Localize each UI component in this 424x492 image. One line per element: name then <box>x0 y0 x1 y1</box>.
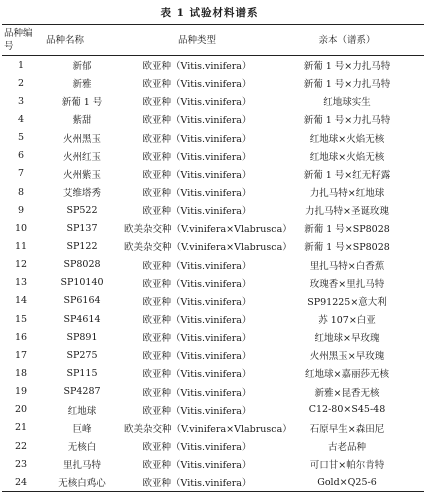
cell-parentage: 新葡 1 号×力扎马特 <box>303 79 391 91</box>
cell-variety-number: 10 <box>14 222 28 234</box>
cell-variety-type: 欧亚种（Vitis.vinifera） <box>142 351 252 363</box>
table-row <box>2 383 424 401</box>
cell-variety-type: 欧亚种（Vitis.vinifera） <box>142 369 252 381</box>
cell-variety-type: 欧亚种（Vitis.vinifera） <box>142 315 252 327</box>
cell-parentage: 新葡 1 号×红无籽露 <box>303 169 391 181</box>
cell-variety-number: 2 <box>17 77 25 89</box>
cell-variety-name: SP137 <box>66 222 98 234</box>
cell-variety-number: 11 <box>14 240 28 252</box>
cell-parentage: 火州黑玉×早玫瑰 <box>309 351 385 363</box>
cell-variety-number: 9 <box>17 204 25 216</box>
table-row <box>2 237 424 255</box>
cell-parentage: 玫瑰香×里扎马特 <box>309 278 385 290</box>
cell-variety-type: 欧亚种（Vitis.vinifera） <box>142 296 252 308</box>
header-variety-number: 品种编号 <box>2 25 40 56</box>
cell-variety-name: 里扎马特 <box>62 460 101 472</box>
table-header-row <box>2 25 424 56</box>
cell-variety-type: 欧美杂交种（V.vinifera×Vlabrusca） <box>124 224 292 236</box>
table-row <box>2 401 424 419</box>
cell-parentage: 新葡 1 号×SP8028 <box>304 224 390 236</box>
cell-parentage: 苏 107×白亚 <box>318 315 376 327</box>
cell-parentage: C12-80×S45-48 <box>308 404 386 416</box>
table-row <box>2 346 424 364</box>
cell-variety-type: 欧亚种（Vitis.vinifera） <box>142 79 252 91</box>
table-row <box>2 274 424 292</box>
cell-variety-type: 欧亚种（Vitis.vinifera） <box>142 115 252 127</box>
table-row <box>2 473 424 492</box>
table-row <box>2 110 424 128</box>
cell-variety-name: SP4614 <box>63 313 101 325</box>
table-row <box>2 92 424 110</box>
cell-variety-number: 23 <box>14 458 28 470</box>
cell-variety-name: SP8028 <box>63 259 101 271</box>
table-row <box>2 256 424 274</box>
cell-variety-name: 巨峰 <box>72 423 92 435</box>
cell-variety-number: 8 <box>17 186 25 198</box>
cell-variety-number: 6 <box>17 150 25 162</box>
cell-variety-type: 欧亚种（Vitis.vinifera） <box>142 133 252 145</box>
cell-variety-number: 16 <box>14 331 28 343</box>
table-row <box>2 201 424 219</box>
cell-variety-type: 欧亚种（Vitis.vinifera） <box>142 151 252 163</box>
cell-parentage: 里扎马特×白香蕉 <box>309 260 385 272</box>
cell-parentage: 力扎马特×圣诞玫瑰 <box>305 206 389 218</box>
table-caption: 表 1 试验材料谱系 <box>160 7 259 19</box>
table-row <box>2 419 424 437</box>
cell-variety-name: SP891 <box>66 331 98 343</box>
header-parentage: 亲本（谱系） <box>270 25 424 56</box>
cell-variety-type: 欧亚种（Vitis.vinifera） <box>142 333 252 345</box>
cell-variety-name: 新雅 <box>72 79 92 91</box>
cell-parentage: 新葡 1 号×力扎马特 <box>303 115 391 127</box>
cell-variety-type: 欧美杂交种（V.vinifera×Vlabrusca） <box>124 423 292 435</box>
cell-variety-number: 17 <box>14 349 28 361</box>
cell-parentage: 力扎马特×红地球 <box>309 188 385 200</box>
cell-variety-name: SP522 <box>66 204 98 216</box>
cell-variety-number: 5 <box>17 132 25 144</box>
cell-parentage: 红地球×嘉丽莎无核 <box>305 369 389 381</box>
cell-parentage: Gold×Q25-6 <box>270 473 424 492</box>
table-row <box>2 219 424 237</box>
cell-variety-type: 欧亚种（Vitis.vinifera） <box>142 97 252 109</box>
cell-variety-name: SP6164 <box>63 295 101 307</box>
cell-variety-name: SP115 <box>66 367 98 379</box>
cell-parentage: 石原早生×森田尼 <box>309 423 385 435</box>
table-row <box>2 292 424 310</box>
cell-variety-type: 欧美杂交种（V.vinifera×Vlabrusca） <box>124 242 292 254</box>
table-row <box>2 74 424 92</box>
cell-variety-name: SP4287 <box>63 386 101 398</box>
table-row <box>2 129 424 147</box>
header-variety-type: 品种类型 <box>124 25 270 56</box>
table-row <box>2 165 424 183</box>
cell-variety-name: 火州红玉 <box>62 151 101 163</box>
cell-variety-name: 新郁 <box>72 61 92 73</box>
header-variety-name: 品种名称 <box>40 25 124 56</box>
cell-variety-number: 4 <box>17 113 25 125</box>
cell-variety-name: 艾维塔秀 <box>62 188 101 200</box>
cell-parentage: 红地球×火焰无核 <box>309 133 385 145</box>
cell-parentage: 新葡 1 号×SP8028 <box>304 242 390 254</box>
cell-parentage: 新雅×昆香无核 <box>314 387 380 399</box>
cell-parentage: 红地球×火焰无核 <box>309 151 385 163</box>
cell-parentage: 古老品种 <box>327 442 366 454</box>
cell-variety-name: 无核白鸡心 <box>40 473 124 492</box>
cell-variety-type: 欧亚种（Vitis.vinifera） <box>142 169 252 181</box>
cell-variety-number: 19 <box>14 386 28 398</box>
cell-variety-type: 欧亚种（Vitis.vinifera） <box>142 61 252 73</box>
cell-variety-number: 15 <box>14 313 28 325</box>
cell-variety-type: 欧亚种（Vitis.vinifera） <box>142 460 252 472</box>
cell-variety-name: 火州紫玉 <box>62 169 101 181</box>
cell-variety-name: 无核白 <box>67 442 97 454</box>
cell-variety-number: 12 <box>14 259 28 271</box>
cell-variety-type: 欧亚种（Vitis.vinifera） <box>124 473 270 492</box>
cell-variety-type: 欧亚种（Vitis.vinifera） <box>142 260 252 272</box>
cell-variety-type: 欧亚种（Vitis.vinifera） <box>142 442 252 454</box>
cell-variety-type: 欧亚种（Vitis.vinifera） <box>142 278 252 290</box>
cell-variety-number: 1 <box>17 59 25 71</box>
cell-variety-number: 21 <box>14 422 28 434</box>
table-row <box>2 56 424 75</box>
table-row <box>2 147 424 165</box>
cell-variety-name: 红地球 <box>67 405 97 417</box>
cell-variety-number: 3 <box>17 95 25 107</box>
cell-parentage: SP91225×意大利 <box>307 296 387 308</box>
table-row <box>2 328 424 346</box>
cell-variety-name: 火州黑玉 <box>62 133 101 145</box>
cell-variety-number: 14 <box>14 295 28 307</box>
table-row <box>2 455 424 473</box>
cell-parentage: 可口甘×帕尔肯特 <box>309 460 385 472</box>
cell-variety-number: 22 <box>14 440 28 452</box>
table-body <box>2 56 424 492</box>
cell-variety-number: 24 <box>2 473 40 492</box>
cell-variety-type: 欧亚种（Vitis.vinifera） <box>142 188 252 200</box>
cell-variety-name: 新葡 1 号 <box>61 97 103 109</box>
cell-variety-number: 18 <box>14 367 28 379</box>
cell-variety-type: 欧亚种（Vitis.vinifera） <box>142 206 252 218</box>
cell-variety-name: SP122 <box>66 240 98 252</box>
cell-variety-name: SP10140 <box>60 277 104 289</box>
cell-variety-number: 20 <box>14 404 28 416</box>
cell-parentage: 新葡 1 号×力扎马特 <box>303 61 391 73</box>
table-row <box>2 310 424 328</box>
cell-parentage: 红地球×早玫瑰 <box>314 333 380 345</box>
table-row <box>2 437 424 455</box>
cell-parentage: 红地球实生 <box>323 97 371 109</box>
cell-variety-type: 欧亚种（Vitis.vinifera） <box>142 387 252 399</box>
pedigree-table <box>2 24 424 492</box>
cell-variety-number: 13 <box>14 277 28 289</box>
table-row <box>2 183 424 201</box>
cell-variety-type: 欧亚种（Vitis.vinifera） <box>142 405 252 417</box>
cell-variety-number: 7 <box>17 168 25 180</box>
cell-variety-name: 紫甜 <box>72 115 92 127</box>
table-row <box>2 364 424 382</box>
cell-variety-name: SP275 <box>66 349 98 361</box>
